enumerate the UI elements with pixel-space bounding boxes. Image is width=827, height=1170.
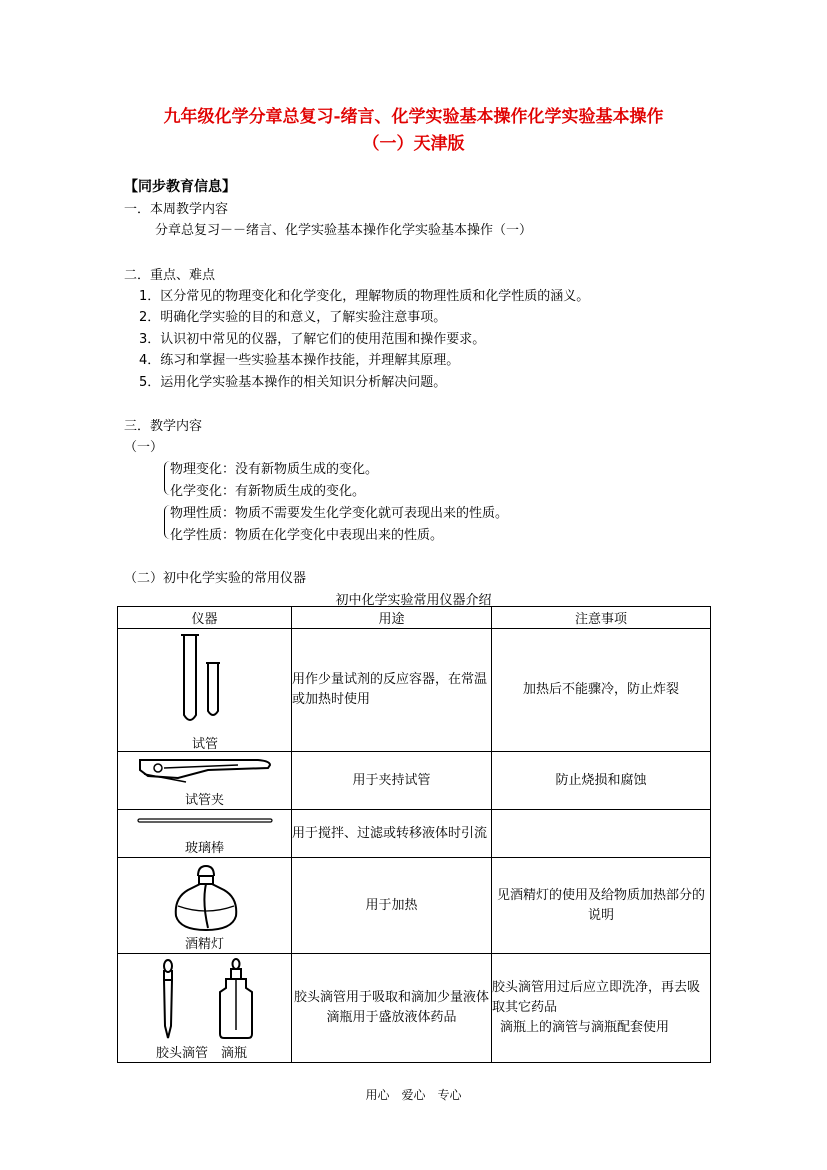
table-header: 注意事项 [492,607,711,629]
table-header: 仪器 [118,607,292,629]
instrument-name: 胶头滴管 滴瓶 [156,1046,248,1061]
definition-physical-change: 物理变化：没有新物质生成的变化。 [170,462,379,477]
use-cell: 用于搅拌、过滤或转移液体时引流 [292,810,492,858]
use-cell [292,954,492,1063]
section3-heading: 三．教学内容 [124,419,203,434]
use-cell: 用于夹持试管 [292,752,492,810]
use-cell: 用于加热 [292,858,492,954]
definition-chemical-change: 化学变化：有新物质生成的变化。 [170,484,366,499]
definition-chemical-property: 化学性质：物质在化学变化中表现出来的性质。 [170,528,444,543]
instrument-name: 试管 [192,737,219,752]
table-row [118,629,711,752]
note-cell [492,810,711,858]
note-cell [492,954,711,1063]
instrument-cell [118,954,292,1063]
doc-title-line2: （一）天津版 [362,134,465,154]
instrument-cell [118,858,292,954]
section1-heading: 一．本周教学内容 [124,202,229,217]
note-cell: 防止烧损和腐蚀 [492,752,711,810]
section2-item: 5．运用化学实验基本操作的相关知识分析解决问题。 [139,375,447,390]
bottle-note: 滴瓶上的滴管与滴瓶配套使用 [500,1020,670,1035]
dropper-use: 胶头滴管用于吸取和滴加少量液体 [293,990,489,1005]
instrument-name: 酒精灯 [185,937,225,952]
definition-physical-property: 物理性质：物质不需要发生化学变化就可表现出来的性质。 [170,506,509,521]
instrument-name: 玻璃棒 [185,841,225,856]
table-row [118,810,711,858]
section2-item: 3．认识初中常见的仪器，了解它们的使用范围和操作要求。 [139,332,486,347]
table-row [118,752,711,810]
note-cell: 加热后不能骤冷，防止炸裂 [492,629,711,752]
table-row [118,954,711,1063]
section2-item: 2．明确化学实验的目的和意义，了解实验注意事项。 [139,310,447,325]
bottle-use: 滴瓶用于盛放液体药品 [326,1010,457,1025]
section3-sub2: （二）初中化学实验的常用仪器 [124,571,307,586]
table-caption: 初中化学实验常用仪器介绍 [335,593,492,608]
section2-item: 4．练习和掌握一些实验基本操作技能，并理解其原理。 [139,353,460,368]
dropper-note: 胶头滴管用过后应立即洗净，再去吸取其它药品 [492,980,701,1015]
doc-title-line1: 九年级化学分章总复习-绪言、化学实验基本操作化学实验基本操作 [163,107,664,127]
use-cell: 用作少量试剂的反应容器，在常温或加热时使用 [292,629,492,752]
note-cell: 见酒精灯的使用及给物质加热部分的说明 [492,858,711,954]
instrument-name: 试管夹 [185,793,225,808]
section-tag: 【同步教育信息】 [124,179,236,195]
page-footer: 用心 爱心 专心 [365,1088,462,1102]
instrument-table [117,606,711,1063]
instrument-cell [118,629,292,752]
instrument-cell [118,810,292,858]
section3-sub1: （一） [124,440,164,455]
table-header-row [118,607,711,629]
section2-heading: 二．重点、难点 [124,268,216,283]
table-row [118,858,711,954]
section1-text: 分章总复习－－绪言、化学实验基本操作化学实验基本操作（一） [155,223,533,238]
instrument-cell [118,752,292,810]
section2-item: 1．区分常见的物理变化和化学变化，理解物质的物理性质和化学性质的涵义。 [139,289,590,304]
table-header: 用途 [292,607,492,629]
